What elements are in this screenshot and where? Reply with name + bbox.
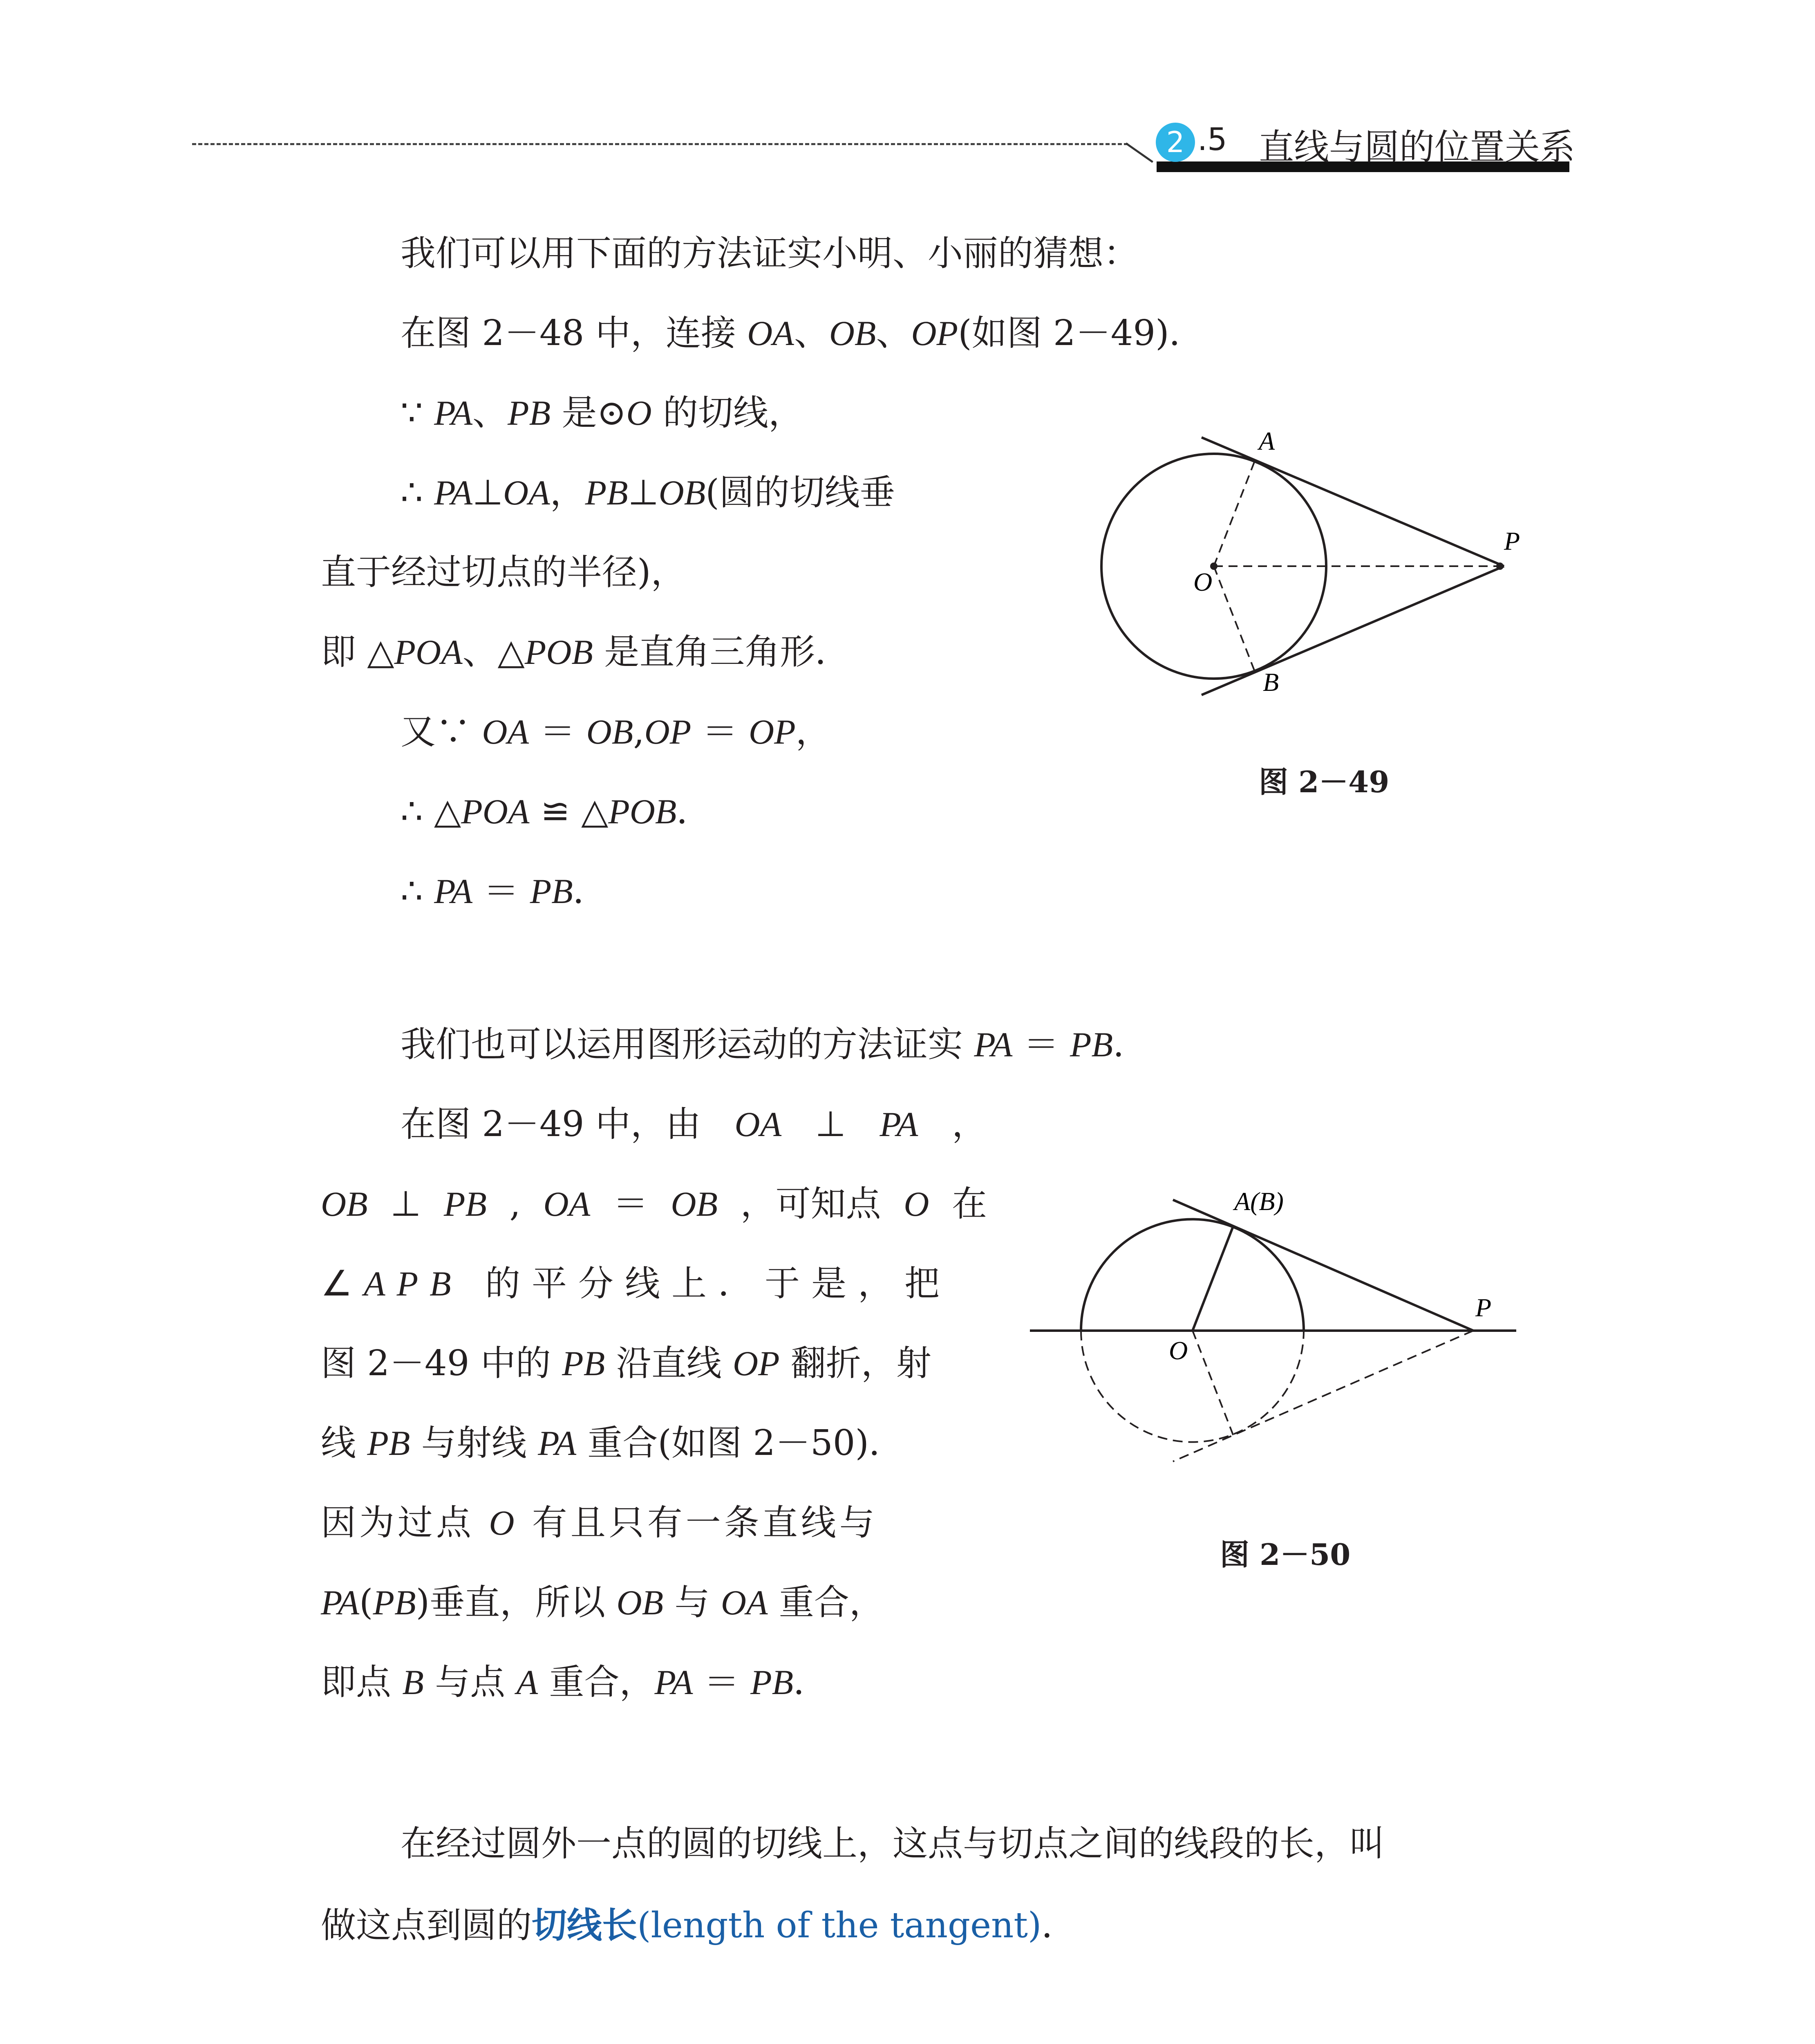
proof2-line1: 我们也可以运用图形运动的方法证实 PA ＝ PB. <box>401 1024 1124 1065</box>
fig49-caption: 图 2－49 <box>1259 764 1390 799</box>
term-english: (length of the tangent) <box>637 1905 1042 1946</box>
term-tangent-length: 切线长 <box>532 1905 637 1946</box>
fig50-radius-oa <box>1193 1226 1233 1331</box>
fig50-label-p: P <box>1475 1293 1492 1322</box>
section-title: 直线与圆的位置关系 <box>1259 127 1575 168</box>
fig50-radius-ob <box>1193 1331 1233 1436</box>
figure-2-50 <box>1022 1177 1553 1504</box>
fig50-caption: 图 2－50 <box>1220 1537 1351 1572</box>
fig49-point-p <box>1496 563 1504 570</box>
proof2-line3: OB ⊥ PB , OA ＝ OB ，可知点 O 在 <box>321 1183 987 1224</box>
proof2-line2: 在图 2－49 中，由 OA ⊥ PA ， <box>401 1104 987 1145</box>
proof1-line3: ∵ PA、PB 是⊙O 的切线， <box>401 392 803 433</box>
proof1-line7: 又∵ OA ＝ OB,OP ＝ OP， <box>401 711 831 752</box>
fig49-radius-oa <box>1214 461 1255 566</box>
proof1-line5: 直于经过切点的半径)， <box>321 552 686 593</box>
proof1-line8: ∴ △POA ≌ △POB． <box>401 791 712 832</box>
fig49-label-a: A <box>1259 426 1275 455</box>
proof2-line7: 因为过点 O 有且只有一条直线与 <box>321 1502 878 1543</box>
figure-2-49 <box>1083 409 1573 719</box>
proof1-line6: 即 △POA、△POB 是直角三角形． <box>321 632 850 672</box>
definition-line2: 做这点到圆的切线长(length of the tangent)． <box>321 1905 1077 1946</box>
fig50-upper-arc <box>1081 1219 1304 1331</box>
definition-line1: 在经过圆外一点的圆的切线上，这点与切点之间的线段的长，叫 <box>401 1823 1385 1864</box>
fig49-tangent-pa <box>1202 437 1504 566</box>
proof1-line9: ∴ PA ＝ PB． <box>401 871 608 912</box>
proof2-line9: 即点 B 与点 A 重合，PA ＝ PB． <box>321 1662 829 1703</box>
proof1-line4: ∴ PA⊥OA，PB⊥OB(圆的切线垂 <box>401 472 895 513</box>
fig50-label-ab: A(B) <box>1234 1187 1284 1216</box>
header-slant <box>1126 142 1153 163</box>
fig49-tangent-pb <box>1202 566 1504 695</box>
fig49-label-b: B <box>1263 668 1279 697</box>
proof2-line5: 图 2－49 中的 PB 沿直线 OP 翻折，射 <box>321 1343 931 1384</box>
fig50-reflected-pb <box>1173 1331 1473 1461</box>
fig49-label-p: P <box>1504 527 1520 556</box>
section-badge: 2 <box>1156 123 1195 162</box>
section-number: .5 <box>1197 121 1227 157</box>
proof1-line1: 我们可以用下面的方法证实小明、小丽的猜想： <box>401 233 1139 274</box>
header-dashed-rule <box>192 143 1128 145</box>
proof2-line6: 线 PB 与射线 PA 重合(如图 2－50)． <box>321 1423 904 1464</box>
fig49-label-o: O <box>1193 567 1213 596</box>
proof2-line8: PA(PB)垂直，所以 OB 与 OA 重合， <box>321 1582 884 1623</box>
fig49-radius-ob <box>1214 566 1255 671</box>
proof1-line2: 在图 2－48 中，连接 OA、OB、OP(如图 2－49)． <box>401 313 1204 354</box>
fig50-lower-arc <box>1081 1331 1304 1442</box>
fig50-label-o: O <box>1169 1336 1188 1365</box>
proof2-line4: ∠APB 的平分线上．于是，把 <box>321 1263 951 1304</box>
